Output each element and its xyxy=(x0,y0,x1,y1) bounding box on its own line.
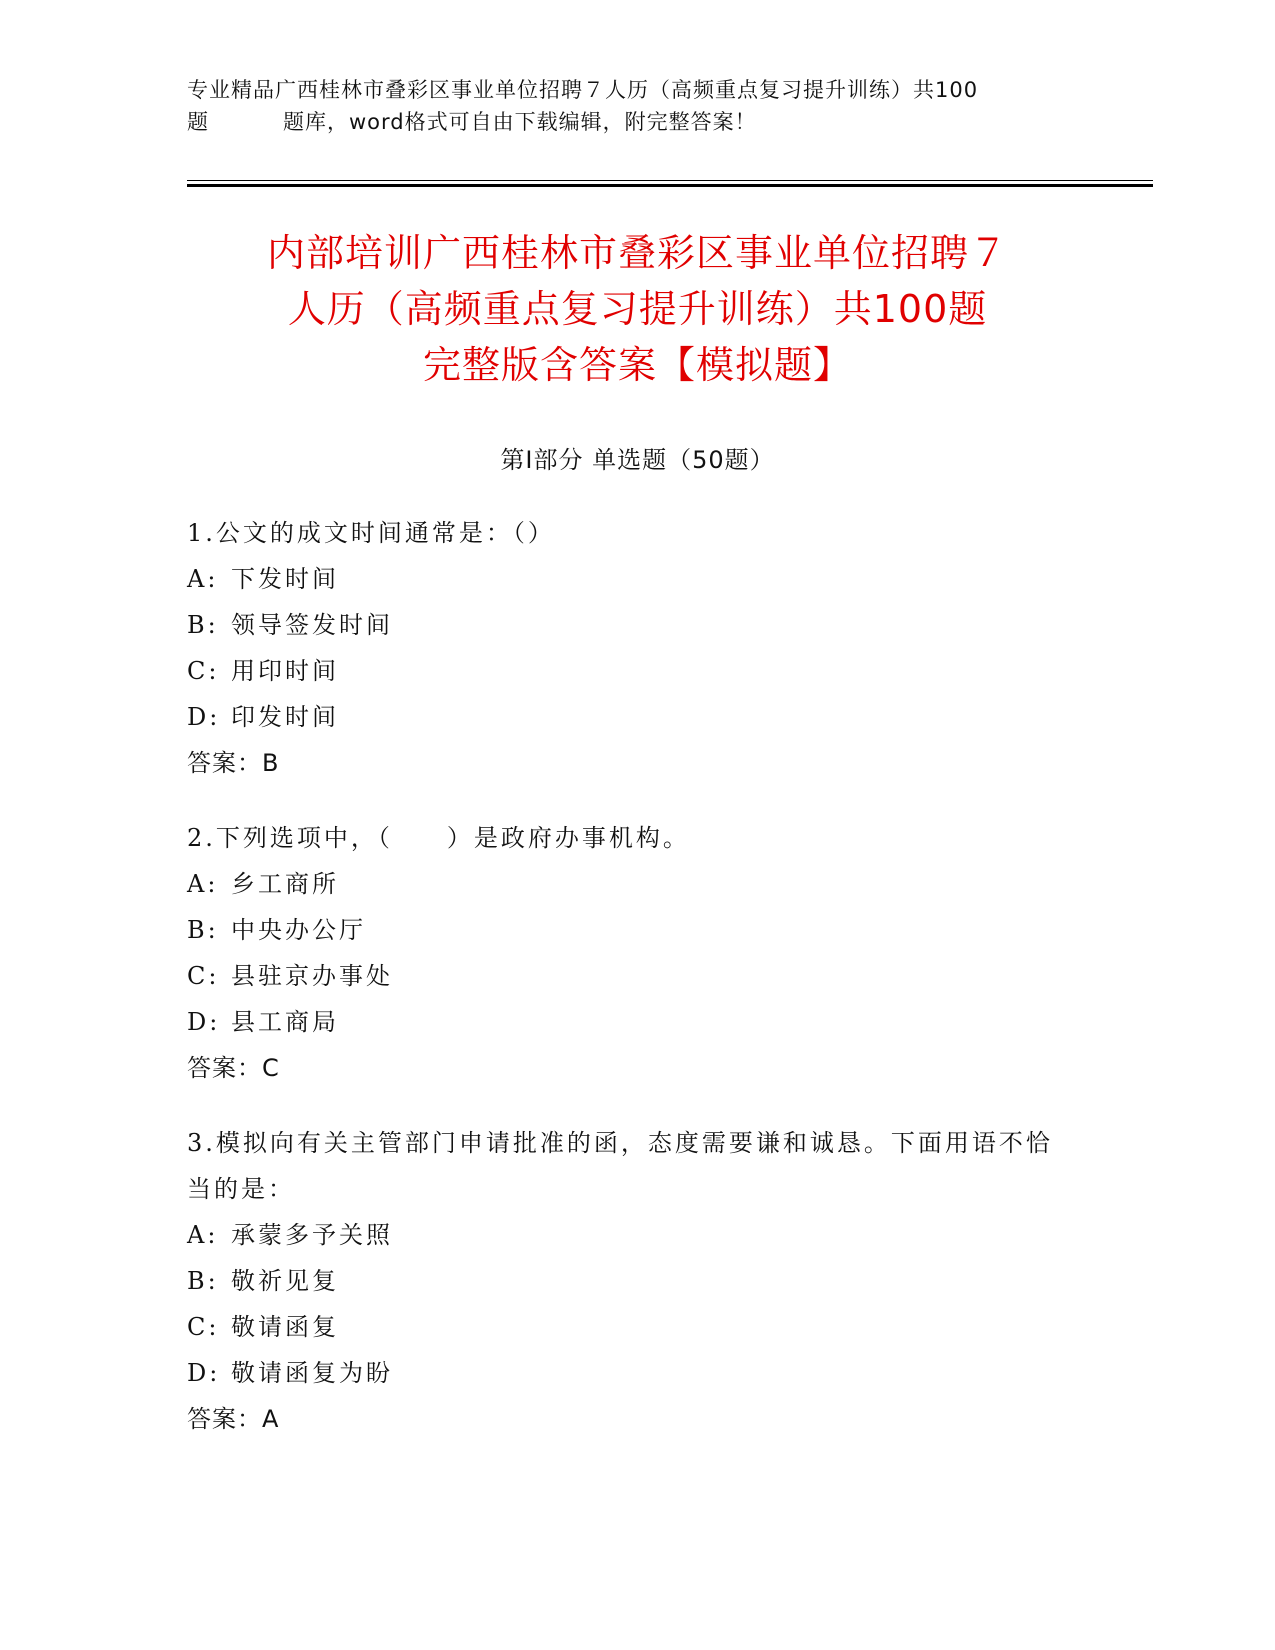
header-line-2-rest: 题库，word格式可自由下载编辑，附完整答案！ xyxy=(283,110,757,134)
option-text: 敬请函复 xyxy=(231,1313,339,1341)
question-1 xyxy=(187,510,1067,786)
option-d xyxy=(187,1350,1067,1396)
option-text: 领导签发时间 xyxy=(231,611,393,639)
document-header xyxy=(187,74,1087,138)
question-2 xyxy=(187,815,1067,1091)
option-key: C: xyxy=(187,962,220,990)
header-line-2 xyxy=(187,106,1087,138)
option-text: 敬请函复为盼 xyxy=(231,1359,393,1387)
header-line-1: 专业精品广西桂林市叠彩区事业单位招聘７人历（高频重点复习提升训练）共100 xyxy=(187,78,979,102)
question-stem: 3.模拟向有关主管部门申请批准的函，态度需要谦和诚恳。下面用语不恰当的是： xyxy=(187,1129,1053,1203)
option-a xyxy=(187,556,1067,602)
option-text: 用印时间 xyxy=(231,657,339,685)
option-text: 下发时间 xyxy=(231,565,339,593)
option-text: 承蒙多予关照 xyxy=(231,1221,393,1249)
answer: 答案：A xyxy=(187,1405,280,1433)
title-line-1: 内部培训广西桂林市叠彩区事业单位招聘７ xyxy=(266,231,1008,275)
option-text: 中央办公厅 xyxy=(231,916,366,944)
option-key: D: xyxy=(187,1008,221,1036)
header-divider-thick xyxy=(187,184,1153,187)
option-b xyxy=(187,602,1067,648)
option-a xyxy=(187,1212,1067,1258)
option-c xyxy=(187,1304,1067,1350)
option-c xyxy=(187,953,1067,999)
question-stem: 1.公文的成文时间通常是：（） xyxy=(187,519,555,547)
option-key: B: xyxy=(187,916,219,944)
option-key: C: xyxy=(187,657,220,685)
option-b xyxy=(187,907,1067,953)
section-title: 第Ⅰ部分 单选题（50题） xyxy=(500,446,775,474)
option-a xyxy=(187,861,1067,907)
option-text: 县驻京办事处 xyxy=(231,962,393,990)
option-d xyxy=(187,999,1067,1045)
question-3 xyxy=(187,1120,1067,1442)
option-key: B: xyxy=(187,611,219,639)
option-c xyxy=(187,648,1067,694)
option-d xyxy=(187,694,1067,740)
option-text: 敬祈见复 xyxy=(231,1267,339,1295)
option-b xyxy=(187,1258,1067,1304)
title-line-2: 人历（高频重点复习提升训练）共100题 xyxy=(287,287,988,331)
option-key: C: xyxy=(187,1313,220,1341)
option-key: A: xyxy=(187,1221,219,1249)
option-key: B: xyxy=(187,1267,219,1295)
option-key: D: xyxy=(187,1359,221,1387)
option-key: A: xyxy=(187,565,219,593)
answer: 答案：C xyxy=(187,1054,280,1082)
document-title xyxy=(120,225,1155,393)
header-line-2-start: 题 xyxy=(187,110,209,134)
option-key: D: xyxy=(187,703,221,731)
option-key: A: xyxy=(187,870,219,898)
title-line-3: 完整版含答案【模拟题】 xyxy=(422,343,852,387)
question-stem: 2.下列选项中，（ ）是政府办事机构。 xyxy=(187,824,690,852)
option-text: 印发时间 xyxy=(231,703,339,731)
header-divider-thin xyxy=(187,180,1153,181)
option-text: 乡工商所 xyxy=(231,870,339,898)
option-text: 县工商局 xyxy=(231,1008,339,1036)
answer: 答案：B xyxy=(187,749,280,777)
